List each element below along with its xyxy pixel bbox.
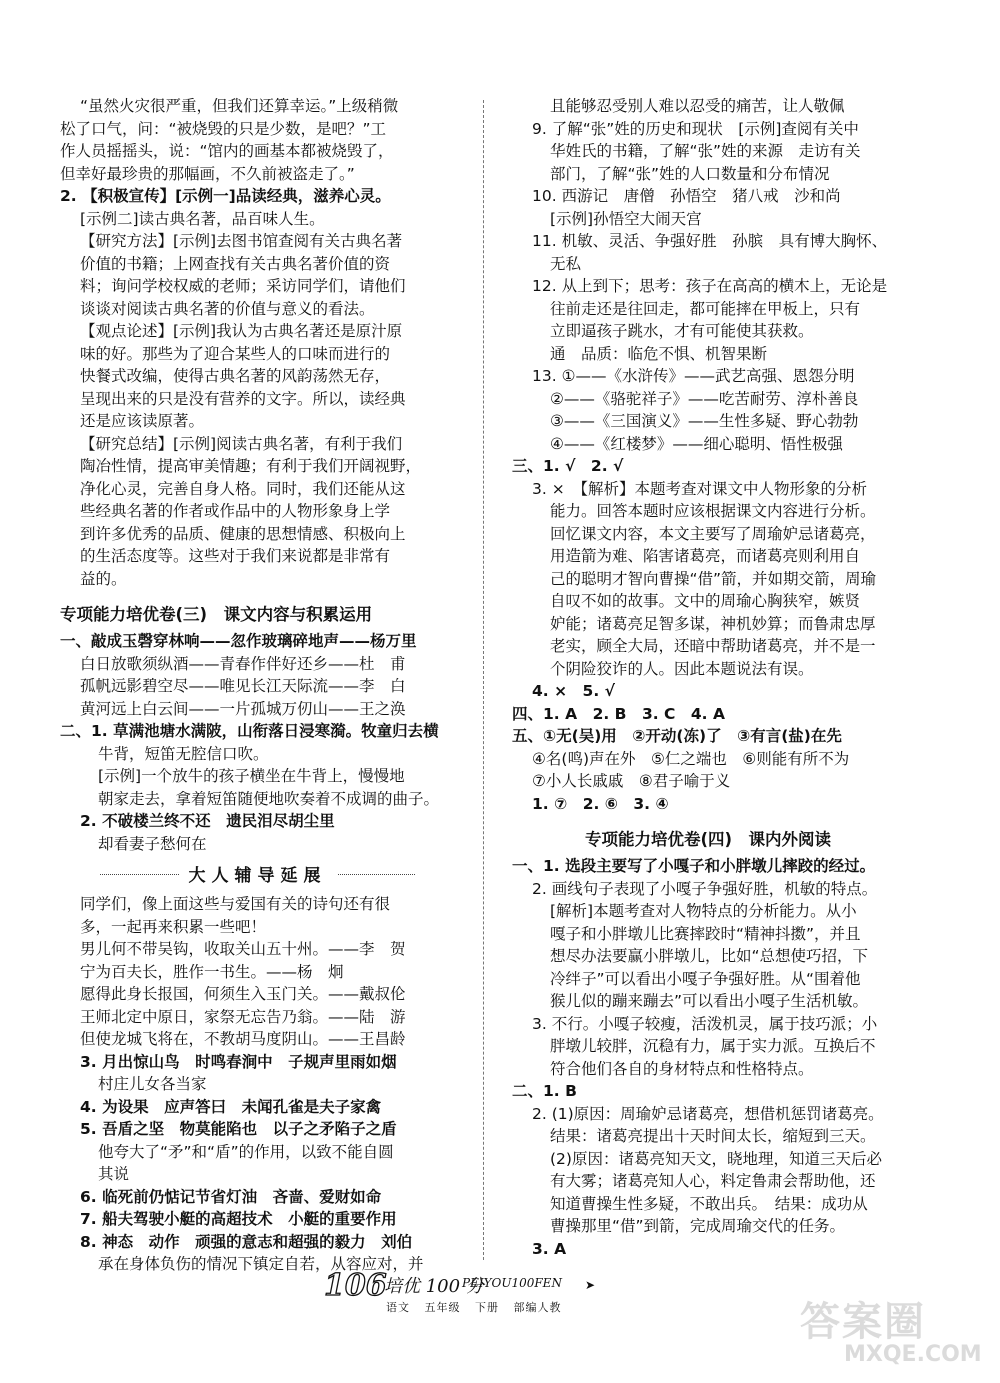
text-line: 【观点论述】[示例]我认为古典名著还是原汁原 <box>80 322 403 340</box>
text-line: 往前走还是往回走，都可能摔在甲板上，只有 <box>550 299 861 318</box>
text-line: ③——《三国演义》——生性多疑、野心勃勃 <box>550 412 859 430</box>
text-line: 【研究总结】[示例]阅读古典名著，有利于我们 <box>80 434 403 453</box>
term-label: 下册 <box>475 1301 499 1314</box>
section-title: 专项能力培优卷(四) 课内外阅读 <box>584 830 832 849</box>
text-line: 二、1. 草满池塘水满陂，山衔落日浸寒漪。牧童归去横 <box>60 722 439 740</box>
text-line: [解析]本题考查对人物特点的分析能力。从小 <box>550 902 857 920</box>
text-line: 2. 【积极宣传】[示例一]品读经典，滋养心灵。 <box>60 187 391 205</box>
watermark-url: MXQE.COM <box>844 1342 982 1367</box>
text-line: 3. 不行。小嘎子较瘦，活泼机灵，属于技巧派；小 <box>532 1014 878 1033</box>
text-line: 料；询问学校权威的老师；采访同学们，请他们 <box>80 277 406 295</box>
text-line: 牛背，短笛无腔信口吹。 <box>98 744 269 763</box>
text-line: 用造箭为难、陷害诸葛亮，而诸葛亮则利用自 <box>550 547 861 565</box>
text-line: ②——《骆驼祥子》——吃苦耐劳、淳朴善良 <box>550 389 859 408</box>
text-line: 2. 不破楼兰终不还 遗民泪尽胡尘里 <box>80 812 335 830</box>
text-line: 2. (1)原因：周瑜妒忌诸葛亮，想借机惩罚诸葛亮。 <box>532 1104 884 1123</box>
text-line: [示例二]读古典名著，品百味人生。 <box>80 209 325 228</box>
answers-3-to-8 <box>60 1051 455 1276</box>
text-line: 宁为百夫长，胜作一书生。——杨 炯 <box>80 962 344 981</box>
answer-q2 <box>60 185 455 590</box>
text-line: 白日放歌须纵酒——青春作伴好还乡——杜 甫 <box>80 654 406 673</box>
text-line: 5. 吾盾之坚 物莫能陷也 以子之矛陷子之盾 <box>80 1120 397 1138</box>
text-line: 符合他们各自的身材特点和性格特点。 <box>550 1059 814 1078</box>
text-line: 有大雾；诸葛亮知人心，料定鲁肃会帮助他，还 <box>550 1172 876 1190</box>
watermark <box>800 1290 990 1380</box>
text-line: 妒能；诸葛亮足智多谋，神机妙算；而鲁肃忠厚 <box>550 614 876 633</box>
text-line: (2)原因：诸葛亮知天文，晓地理，知道三天后必 <box>550 1149 882 1168</box>
text-line: 13. ①——《水浒传》——武艺高强、恩怨分明 <box>532 367 855 385</box>
text-line: 其说 <box>98 1165 130 1183</box>
text-line: ⑦小人长戚戚 ⑧君子喻于义 <box>532 772 731 790</box>
text-line: 立即逼孩子跳水，才有可能使其获救。 <box>550 322 814 340</box>
text-line: 二、1. B <box>512 1082 577 1100</box>
text-line: 嘎子和小胖墩儿比赛摔跤时“精神抖擞”，并且 <box>550 924 861 943</box>
text-line: 但使龙城飞将在，不教胡马度阴山。——王昌龄 <box>80 1030 406 1048</box>
section4-answers <box>512 855 904 1260</box>
right-column <box>512 95 904 1260</box>
text-line: 三、1. √ 2. √ <box>512 457 624 475</box>
extension-banner <box>60 859 455 889</box>
text-line: 自叹不如的故事。文中的周瑜心胸狭窄，嫉贤 <box>550 592 861 610</box>
grade-label: 五年级 <box>424 1301 461 1314</box>
text-line: 但幸好最珍贵的那幅画，不久前被盗走了。” <box>60 164 355 183</box>
text-line: 曹操那里“借”到箭，完成周瑜交代的任务。 <box>550 1217 846 1235</box>
text-line: 黄河远上白云间——一片孤城万仞山——王之涣 <box>80 699 406 718</box>
arrow-right-icon: ➤ <box>585 1278 596 1292</box>
text-line: 知道曹操生性多疑，不敢出兵。 结果：成功从 <box>550 1194 868 1213</box>
text-line: 村庄儿女各当家 <box>98 1075 207 1093</box>
text-line: 6. 临死前仍惦记节省灯油 吝啬、爱财如命 <box>80 1187 382 1206</box>
text-line: 2. 画线句子表现了小嘎子争强好胜，机敏的特点。 <box>532 879 878 898</box>
text-line: 10. 西游记 唐僧 孙悟空 猪八戒 沙和尚 <box>532 187 841 205</box>
text-line: 味的好。那些为了迎合某些人的口味而进行的 <box>80 344 391 363</box>
book-info <box>386 1299 572 1315</box>
text-line: 到许多优秀的品质、健康的思想情感、积极向上 <box>80 524 406 543</box>
text-line: 的生活态度等。这些对于我们来说都是非常有 <box>80 547 391 565</box>
text-line: 老实，顾全大局，还暗中帮助诸葛亮，并不是一 <box>550 637 876 655</box>
text-line: 一、1. 选段主要写了小嘎子和小胖墩儿摔跤的经过。 <box>512 857 876 875</box>
watermark-logo: 答案圈 <box>800 1299 926 1345</box>
page-number: 106 <box>324 1268 387 1303</box>
text-line: 想尽办法要赢小胖墩儿，比如“总想使巧招，下 <box>550 947 869 965</box>
text-line: 通 品质：临危不惧、机智果断 <box>550 344 768 363</box>
text-line: 呈现出来的只是没有营养的文字。所以，读经典 <box>80 389 406 408</box>
text-line: 胖墩儿较胖，沉稳有力，属于实力派。互换后不 <box>550 1037 876 1055</box>
left-column <box>60 95 455 1276</box>
text-line: ④名(鸣)声在外 ⑤仁之端也 ⑥则能有所不为 <box>532 749 850 768</box>
text-line: 猴儿似的蹦来蹦去”可以看出小嘎子生活机敏。 <box>550 992 869 1010</box>
text-line: 3. A <box>532 1239 567 1258</box>
text-line: 冷绊子”可以看出小嘎子争强好胜。从“围着他 <box>550 969 861 988</box>
extension-box <box>60 893 455 1051</box>
text-line: 部门，了解“张”姓的人口数量和分布情况 <box>550 164 830 183</box>
text-line: 7. 船夫驾驶小艇的高超技术 小艇的重要作用 <box>80 1210 397 1228</box>
text-line: 四、1. A 2. B 3. C 4. A <box>512 704 725 723</box>
text-line: 松了口气，问：“被烧毁的只是少数，是吧？”工 <box>60 119 387 138</box>
text-line: 一、敲成玉磬穿林响——忽作玻璃碎地声——杨万里 <box>60 632 417 650</box>
brand-english: PEIYOU100FEN <box>462 1276 562 1290</box>
text-line: ④——《红楼梦》——细心聪明、悟性极强 <box>550 434 843 453</box>
text-line: 些经典名著的作者或作品中的人物形象身上学 <box>80 502 391 520</box>
text-line: “虽然火灾很严重，但我们还算幸运。”上级稍微 <box>80 97 399 115</box>
text-line: 王师北定中原日，家祭无忘告乃翁。——陆 游 <box>80 1007 406 1026</box>
text-line: 【研究方法】[示例]去图书馆查阅有关古典名著 <box>80 232 403 250</box>
text-line: 8. 神态 动作 顽强的意志和超强的毅力 刘伯 <box>80 1232 413 1251</box>
text-line: 还是应该读原著。 <box>80 412 205 430</box>
brand-name: 培优 100 分 <box>384 1276 484 1297</box>
text-line: 多，一起再来积累一些吧！ <box>80 917 267 936</box>
text-line: 华姓氏的书籍，了解“张”姓的来源 走访有关 <box>550 142 861 160</box>
text-line: 11. 机敏、灵活、争强好胜 孙膑 具有博大胸怀、 <box>532 232 888 250</box>
edition-label: 部编人教 <box>513 1301 562 1314</box>
story-continuation <box>60 95 455 185</box>
section3-answers <box>60 630 455 855</box>
text-line: [示例]孙悟空大闹天宫 <box>550 209 702 228</box>
text-line: 却看妻子愁何在 <box>98 834 207 853</box>
column-divider <box>483 100 484 1260</box>
text-line: 1. ⑦ 2. ⑥ 3. ④ <box>532 794 669 813</box>
text-line: 陶冶性情，提高审美情趣；有利于我们开阔视野， <box>80 457 422 475</box>
text-line: 他夸大了“矛”和“盾”的作用，以致不能自圆 <box>98 1142 394 1161</box>
text-line: 4. × 5. √ <box>532 682 615 700</box>
text-line: 男儿何不带吴钩，收取关山五十州。——李 贺 <box>80 940 406 958</box>
banner-title: 大人辅导延展 <box>179 861 337 886</box>
text-line: 无私 <box>550 254 582 273</box>
text-line: 愿得此身长报国，何须生入玉门关。——戴叔伦 <box>80 985 406 1003</box>
text-line: 价值的书籍；上网查找有关古典名著价值的资 <box>80 254 391 273</box>
text-line: 朝家走去，拿着短笛随便地吹奏着不成调的曲子。 <box>98 789 440 808</box>
text-line: 五、①无(吴)用 ②开动(冻)了 ③有言(盐)在先 <box>512 727 842 745</box>
text-line: 结果：诸葛亮提出十天时间太长，缩短到三天。 <box>550 1127 876 1145</box>
text-line: 3. 月出惊山鸟 时鸣春涧中 子规声里雨如烟 <box>80 1052 397 1071</box>
text-line: 净化心灵，完善自身人格。同时，我们还能从这 <box>80 479 406 498</box>
text-line: 作人员摇摇头，说：“馆内的画基本都被烧毁了， <box>60 142 394 160</box>
text-line: 快餐式改编，使得古典名著的风韵荡然无存， <box>80 367 391 385</box>
text-line: 9. 了解“张”姓的历史和现状 [示例]查阅有关中 <box>532 119 859 138</box>
text-line: 己的聪明才智向曹操“借”箭，并如期交箭，周瑜 <box>550 569 877 588</box>
subject-label: 语文 <box>386 1301 410 1314</box>
text-line: 益的。 <box>80 569 127 588</box>
text-line: 谈谈对阅读古典名著的价值与意义的看法。 <box>80 299 375 318</box>
answers-8-to-13 <box>512 95 904 815</box>
text-line: 4. 为设果 应声答曰 未闻孔雀是夫子家禽 <box>80 1097 382 1116</box>
text-line: 孤帆远影碧空尽——唯见长江天际流——李 白 <box>80 677 406 695</box>
text-line: 且能够忍受别人难以忍受的痛苦，让人敬佩 <box>550 97 845 115</box>
text-line: 回忆课文内容，本文主要写了周瑜妒忌诸葛亮， <box>550 524 876 543</box>
text-line: 能力。回答本题时应该根据课文内容进行分析。 <box>550 502 876 520</box>
text-line: 12. 从上到下；思考：孩子在高高的横木上，无论是 <box>532 277 888 295</box>
section-title: 专项能力培优卷(三) 课文内容与积累运用 <box>60 605 373 624</box>
text-line: 同学们，像上面这些与爱国有关的诗句还有很 <box>80 895 391 913</box>
text-line: 承在身体负伤的情况下镇定自若，从容应对，并 <box>98 1255 424 1273</box>
text-line: [示例]一个放牛的孩子横坐在牛背上，慢慢地 <box>98 767 405 785</box>
text-line: 3. × 【解析】本题考查对课文中人物形象的分析 <box>532 479 867 498</box>
text-line: 个阴险狡诈的人。因此本题说法有误。 <box>550 659 814 678</box>
